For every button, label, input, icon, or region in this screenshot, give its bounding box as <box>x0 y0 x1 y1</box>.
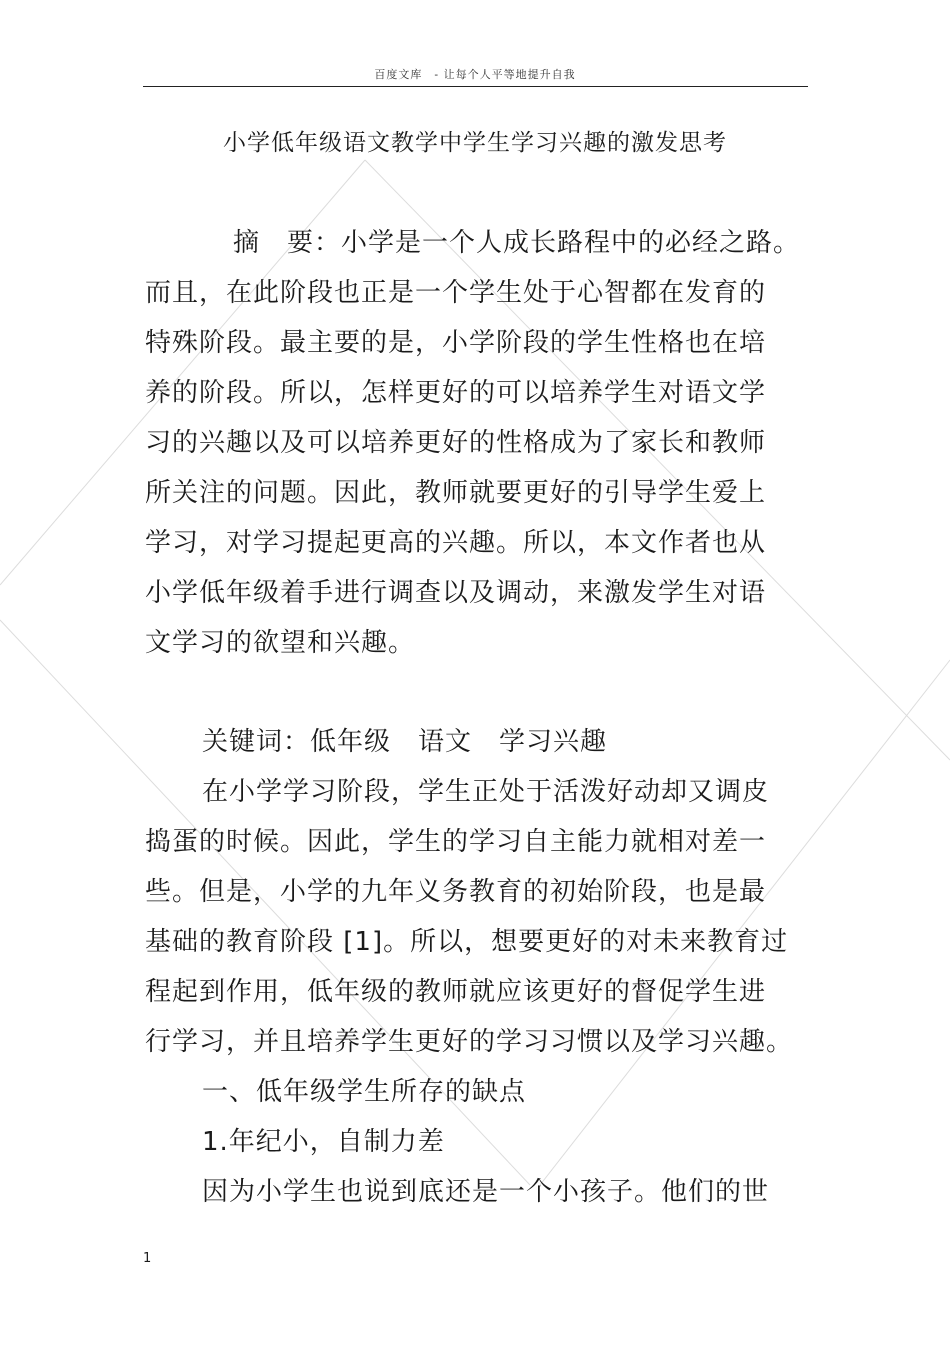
section-heading: 一、低年级学生所存的缺点 <box>202 1077 527 1107</box>
body-paragraph <box>145 767 794 1067</box>
abstract-line: 学习，对学习提起更高的兴趣。所以，本文作者也从 <box>145 528 767 558</box>
abstract-line: 特殊阶段。最主要的是，小学阶段的学生性格也在培 <box>145 328 767 358</box>
abstract-line: 所关注的问题。因此，教师就要更好的引导学生爱上 <box>145 478 767 508</box>
body-line: 程起到作用，低年级的教师就应该更好的督促学生进 <box>145 977 767 1007</box>
abstract-line: 小学低年级着手进行调查以及调动，来激发学生对语 <box>145 578 767 608</box>
header-divider <box>143 86 808 87</box>
abstract-line: 养的阶段。所以，怎样更好的可以培养学生对语文学 <box>145 378 767 408</box>
keywords-line: 关键词：低年级 语文 学习兴趣 <box>202 727 608 757</box>
page-header: 百度文库 - 让每个人平等地提升自我 <box>374 68 576 81</box>
abstract-paragraph <box>145 218 801 668</box>
abstract-line: 文学习的欲望和兴趣。 <box>145 628 416 658</box>
paragraph-start-line: 因为小学生也说到底还是一个小孩子。他们的世 <box>202 1177 770 1207</box>
body-line: 捣蛋的时候。因此，学生的学习自主能力就相对差一 <box>145 827 767 857</box>
document-title: 小学低年级语文教学中学生学习兴趣的激发思考 <box>223 130 727 156</box>
body-line: 些。但是，小学的九年义务教育的初始阶段，也是最 <box>145 877 767 907</box>
subsection-heading: 1.年纪小，自制力差 <box>202 1127 445 1157</box>
abstract-line: 而且，在此阶段也正是一个学生处于心智都在发育的 <box>145 278 767 308</box>
body-line: 基础的教育阶段 [1]。所以，想要更好的对未来教育过 <box>145 927 789 957</box>
body-line: 在小学学习阶段，学生正处于活泼好动却又调皮 <box>202 777 770 807</box>
abstract-line: 习的兴趣以及可以培养更好的性格成为了家长和教师 <box>145 428 767 458</box>
page-number: 1 <box>143 1251 152 1266</box>
abstract-line: 摘 要：小学是一个人成长路程中的必经之路。 <box>233 228 801 258</box>
body-line: 行学习，并且培养学生更好的学习习惯以及学习兴趣。 <box>145 1027 794 1057</box>
